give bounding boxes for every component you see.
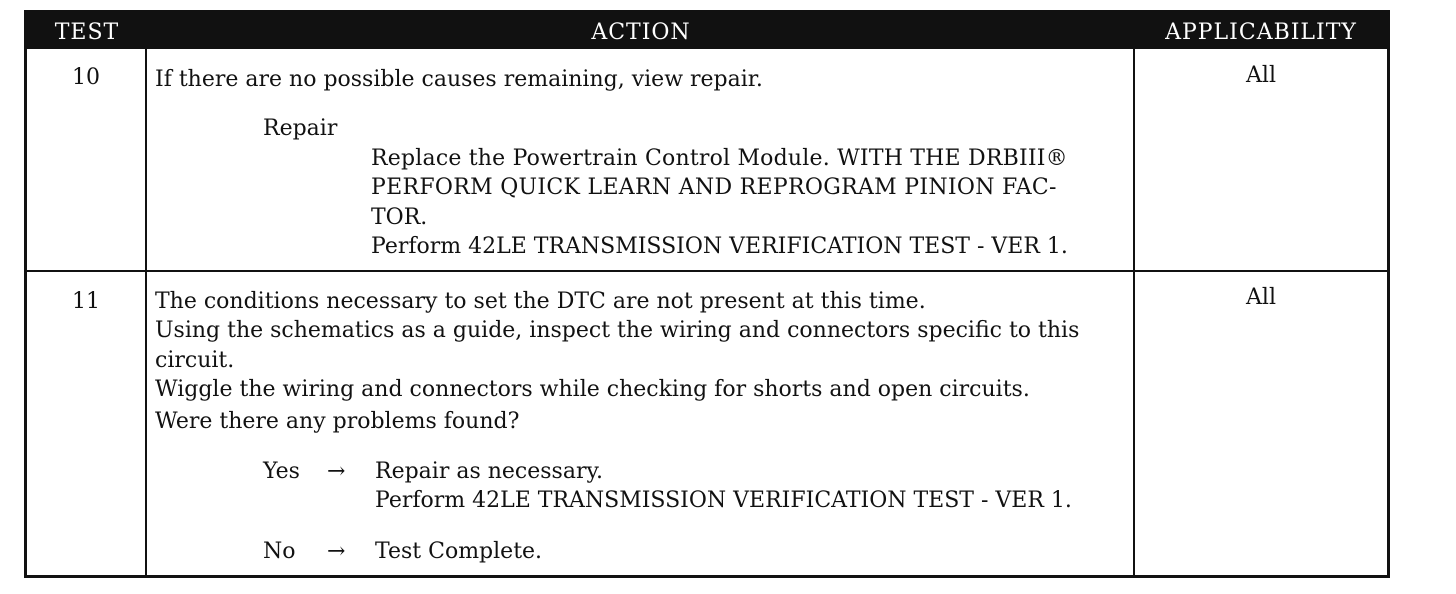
header-action: ACTION	[591, 20, 691, 45]
row-11-line-1: The conditions necessary to set the DTC are not present at this time.	[155, 289, 926, 314]
row-11-yes-arrow-icon: →	[327, 459, 346, 484]
column-divider-test	[145, 49, 147, 575]
row-10-intro: If there are no possible causes remaining, view repair.	[155, 67, 763, 92]
row-11-line-3: circuit.	[155, 348, 235, 373]
header-applicability: APPLICABILITY	[1165, 20, 1357, 45]
row-10-repair-line-4: Perform 42LE TRANSMISSION VERIFICATION TEST - VER 1.	[371, 234, 1068, 259]
row-10-repair-line-3: TOR.	[371, 205, 428, 230]
header-test: TEST	[54, 20, 120, 45]
row-divider	[27, 270, 1387, 272]
table-header	[27, 13, 1387, 49]
row-11-yes-line-2: Perform 42LE TRANSMISSION VERIFICATION TEST - VER 1.	[375, 488, 1072, 513]
row-11-applicability: All	[1246, 285, 1276, 310]
row-11-no-text: Test Complete.	[375, 539, 543, 564]
row-11-line-4: Wiggle the wiring and connectors while checking for shorts and open circuits.	[155, 377, 1030, 402]
row-10-repair-line-2: PERFORM QUICK LEARN AND REPROGRAM PINION FAC-	[371, 175, 1057, 200]
row-11-yes-line-1: Repair as necessary.	[375, 459, 603, 484]
row-10-repair-label: Repair	[263, 116, 338, 141]
row-10-repair-line-1: Replace the Powertrain Control Module. WITH THE DRBIII®	[371, 146, 1068, 171]
row-11-no-label: No	[263, 539, 296, 564]
row-11-line-5: Were there any problems found?	[155, 409, 520, 434]
row-11-yes-label: Yes	[263, 459, 300, 484]
row-11-no-arrow-icon: →	[327, 539, 346, 564]
row-10-applicability: All	[1246, 63, 1276, 88]
row-11-line-2: Using the schematics as a guide, inspect the wiring and connectors specific to this	[155, 318, 1080, 343]
row-11-test-number: 11	[72, 289, 100, 314]
row-10-test-number: 10	[72, 65, 100, 90]
diagnostic-test-table	[24, 10, 1390, 578]
